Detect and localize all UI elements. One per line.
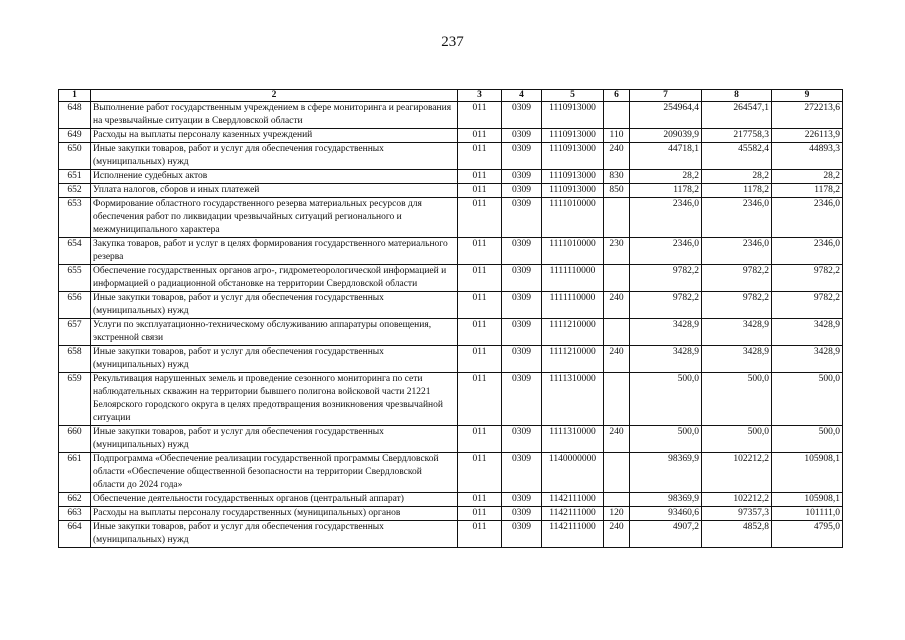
value-year2-cell: 217758,3 bbox=[702, 129, 772, 143]
value-year3-cell: 101111,0 bbox=[772, 507, 843, 521]
column-header-4: 4 bbox=[502, 90, 542, 102]
ministry-code-cell: 011 bbox=[458, 198, 502, 238]
expense-type-cell bbox=[604, 373, 630, 426]
value-year3-cell: 105908,1 bbox=[772, 493, 843, 507]
ministry-code-cell: 011 bbox=[458, 507, 502, 521]
target-article-cell: 1111010000 bbox=[542, 238, 604, 265]
table-row bbox=[59, 346, 843, 373]
description-cell: Выполнение работ государственным учреждением в сфере мониторинга и реагирования на чрезвычайные ситуации в Свердловской области bbox=[91, 102, 458, 129]
value-year3-cell: 9782,2 bbox=[772, 265, 843, 292]
value-year1-cell: 2346,0 bbox=[630, 198, 702, 238]
target-article-cell: 1110913000 bbox=[542, 170, 604, 184]
value-year2-cell: 264547,1 bbox=[702, 102, 772, 129]
table-row bbox=[59, 373, 843, 426]
row-number-cell: 661 bbox=[59, 453, 91, 493]
value-year1-cell: 254964,4 bbox=[630, 102, 702, 129]
description-cell: Иные закупки товаров, работ и услуг для обеспечения государственных (муниципальных) нужд bbox=[91, 143, 458, 170]
table-row bbox=[59, 143, 843, 170]
value-year1-cell: 9782,2 bbox=[630, 292, 702, 319]
ministry-code-cell: 011 bbox=[458, 184, 502, 198]
row-number-cell: 654 bbox=[59, 238, 91, 265]
expense-type-cell: 230 bbox=[604, 238, 630, 265]
target-article-cell: 1142111000 bbox=[542, 521, 604, 548]
value-year3-cell: 28,2 bbox=[772, 170, 843, 184]
target-article-cell: 1111310000 bbox=[542, 373, 604, 426]
value-year3-cell: 2346,0 bbox=[772, 198, 843, 238]
value-year3-cell: 500,0 bbox=[772, 426, 843, 453]
table-body bbox=[59, 102, 843, 548]
value-year1-cell: 98369,9 bbox=[630, 493, 702, 507]
description-cell: Подпрограмма «Обеспечение реализации государственной программы Свердловской области «Обеспечение общественной безопасности на территории Свердловской области до 2024 года» bbox=[91, 453, 458, 493]
value-year2-cell: 102212,2 bbox=[702, 493, 772, 507]
value-year2-cell: 3428,9 bbox=[702, 319, 772, 346]
value-year3-cell: 3428,9 bbox=[772, 346, 843, 373]
value-year1-cell: 3428,9 bbox=[630, 346, 702, 373]
value-year2-cell: 500,0 bbox=[702, 426, 772, 453]
ministry-code-cell: 011 bbox=[458, 521, 502, 548]
target-article-cell: 1111210000 bbox=[542, 319, 604, 346]
ministry-code-cell: 011 bbox=[458, 143, 502, 170]
value-year1-cell: 98369,9 bbox=[630, 453, 702, 493]
row-number-cell: 660 bbox=[59, 426, 91, 453]
section-code-cell: 0309 bbox=[502, 198, 542, 238]
value-year1-cell: 9782,2 bbox=[630, 265, 702, 292]
table-row bbox=[59, 102, 843, 129]
value-year2-cell: 2346,0 bbox=[702, 198, 772, 238]
value-year1-cell: 44718,1 bbox=[630, 143, 702, 170]
expense-type-cell: 120 bbox=[604, 507, 630, 521]
section-code-cell: 0309 bbox=[502, 453, 542, 493]
section-code-cell: 0309 bbox=[502, 143, 542, 170]
target-article-cell: 1110913000 bbox=[542, 184, 604, 198]
ministry-code-cell: 011 bbox=[458, 346, 502, 373]
row-number-cell: 664 bbox=[59, 521, 91, 548]
description-cell: Расходы на выплаты персоналу государственных (муниципальных) органов bbox=[91, 507, 458, 521]
description-cell: Формирование областного государственного резерва материальных ресурсов для обеспечения работ по ликвидации чрезвычайных ситуаций регионального и межмуниципального характера bbox=[91, 198, 458, 238]
table-row bbox=[59, 453, 843, 493]
row-number-cell: 659 bbox=[59, 373, 91, 426]
description-cell: Уплата налогов, сборов и иных платежей bbox=[91, 184, 458, 198]
value-year1-cell: 4907,2 bbox=[630, 521, 702, 548]
table-row bbox=[59, 198, 843, 238]
section-code-cell: 0309 bbox=[502, 507, 542, 521]
row-number-cell: 656 bbox=[59, 292, 91, 319]
column-header-8: 8 bbox=[702, 90, 772, 102]
column-header-7: 7 bbox=[630, 90, 702, 102]
section-code-cell: 0309 bbox=[502, 493, 542, 507]
value-year2-cell: 97357,3 bbox=[702, 507, 772, 521]
section-code-cell: 0309 bbox=[502, 319, 542, 346]
description-cell: Иные закупки товаров, работ и услуг для обеспечения государственных (муниципальных) нужд bbox=[91, 346, 458, 373]
target-article-cell: 1110913000 bbox=[542, 129, 604, 143]
row-number-cell: 663 bbox=[59, 507, 91, 521]
value-year1-cell: 500,0 bbox=[630, 426, 702, 453]
expense-type-cell: 240 bbox=[604, 143, 630, 170]
value-year2-cell: 3428,9 bbox=[702, 346, 772, 373]
value-year1-cell: 209039,9 bbox=[630, 129, 702, 143]
section-code-cell: 0309 bbox=[502, 521, 542, 548]
value-year3-cell: 105908,1 bbox=[772, 453, 843, 493]
section-code-cell: 0309 bbox=[502, 170, 542, 184]
target-article-cell: 1111110000 bbox=[542, 292, 604, 319]
table-header-row bbox=[59, 90, 843, 102]
target-article-cell: 1142111000 bbox=[542, 507, 604, 521]
value-year3-cell: 3428,9 bbox=[772, 319, 843, 346]
ministry-code-cell: 011 bbox=[458, 238, 502, 265]
value-year2-cell: 9782,2 bbox=[702, 292, 772, 319]
section-code-cell: 0309 bbox=[502, 426, 542, 453]
value-year2-cell: 45582,4 bbox=[702, 143, 772, 170]
row-number-cell: 651 bbox=[59, 170, 91, 184]
target-article-cell: 1110913000 bbox=[542, 143, 604, 170]
ministry-code-cell: 011 bbox=[458, 319, 502, 346]
description-cell: Иные закупки товаров, работ и услуг для обеспечения государственных (муниципальных) нужд bbox=[91, 521, 458, 548]
table-row bbox=[59, 521, 843, 548]
description-cell: Рекультивация нарушенных земель и проведение сезонного мониторинга по сети наблюдательных скважин на территории бывшего полигона войсковой части 21221 Белоярского городского округа в целях предотвращения возникновения чрезвычайной ситуации bbox=[91, 373, 458, 426]
value-year1-cell: 500,0 bbox=[630, 373, 702, 426]
description-cell: Иные закупки товаров, работ и услуг для обеспечения государственных (муниципальных) нужд bbox=[91, 292, 458, 319]
value-year3-cell: 9782,2 bbox=[772, 292, 843, 319]
ministry-code-cell: 011 bbox=[458, 102, 502, 129]
value-year2-cell: 9782,2 bbox=[702, 265, 772, 292]
row-number-cell: 649 bbox=[59, 129, 91, 143]
ministry-code-cell: 011 bbox=[458, 493, 502, 507]
row-number-cell: 648 bbox=[59, 102, 91, 129]
section-code-cell: 0309 bbox=[502, 102, 542, 129]
expense-type-cell bbox=[604, 198, 630, 238]
target-article-cell: 1140000000 bbox=[542, 453, 604, 493]
row-number-cell: 658 bbox=[59, 346, 91, 373]
value-year2-cell: 1178,2 bbox=[702, 184, 772, 198]
value-year3-cell: 44893,3 bbox=[772, 143, 843, 170]
target-article-cell: 1111210000 bbox=[542, 346, 604, 373]
value-year2-cell: 102212,2 bbox=[702, 453, 772, 493]
column-header-5: 5 bbox=[542, 90, 604, 102]
table-row bbox=[59, 507, 843, 521]
description-cell: Иные закупки товаров, работ и услуг для обеспечения государственных (муниципальных) нужд bbox=[91, 426, 458, 453]
table-row bbox=[59, 170, 843, 184]
value-year3-cell: 2346,0 bbox=[772, 238, 843, 265]
table-row bbox=[59, 319, 843, 346]
table-row bbox=[59, 238, 843, 265]
table-row bbox=[59, 493, 843, 507]
value-year2-cell: 2346,0 bbox=[702, 238, 772, 265]
expense-type-cell: 240 bbox=[604, 346, 630, 373]
ministry-code-cell: 011 bbox=[458, 265, 502, 292]
target-article-cell: 1142111000 bbox=[542, 493, 604, 507]
section-code-cell: 0309 bbox=[502, 292, 542, 319]
row-number-cell: 653 bbox=[59, 198, 91, 238]
row-number-cell: 662 bbox=[59, 493, 91, 507]
description-cell: Обеспечение государственных органов агро-, гидрометеорологической информацией и информацией о радиационной обстановке на территории Свердловской области bbox=[91, 265, 458, 292]
column-header-3: 3 bbox=[458, 90, 502, 102]
value-year3-cell: 500,0 bbox=[772, 373, 843, 426]
column-header-6: 6 bbox=[604, 90, 630, 102]
expense-type-cell: 850 bbox=[604, 184, 630, 198]
description-cell: Закупка товаров, работ и услуг в целях формирования государственного материального резерва bbox=[91, 238, 458, 265]
value-year3-cell: 272213,6 bbox=[772, 102, 843, 129]
table-row bbox=[59, 265, 843, 292]
expense-type-cell: 240 bbox=[604, 292, 630, 319]
row-number-cell: 652 bbox=[59, 184, 91, 198]
target-article-cell: 1111110000 bbox=[542, 265, 604, 292]
description-cell: Исполнение судебных актов bbox=[91, 170, 458, 184]
row-number-cell: 650 bbox=[59, 143, 91, 170]
target-article-cell: 1111310000 bbox=[542, 426, 604, 453]
value-year1-cell: 1178,2 bbox=[630, 184, 702, 198]
value-year1-cell: 28,2 bbox=[630, 170, 702, 184]
expense-type-cell: 240 bbox=[604, 521, 630, 548]
description-cell: Расходы на выплаты персоналу казенных учреждений bbox=[91, 129, 458, 143]
section-code-cell: 0309 bbox=[502, 238, 542, 265]
page-number: 237 bbox=[441, 34, 464, 50]
table-row bbox=[59, 426, 843, 453]
expense-type-cell bbox=[604, 453, 630, 493]
value-year2-cell: 28,2 bbox=[702, 170, 772, 184]
section-code-cell: 0309 bbox=[502, 346, 542, 373]
value-year3-cell: 226113,9 bbox=[772, 129, 843, 143]
section-code-cell: 0309 bbox=[502, 265, 542, 292]
section-code-cell: 0309 bbox=[502, 373, 542, 426]
value-year1-cell: 93460,6 bbox=[630, 507, 702, 521]
value-year3-cell: 1178,2 bbox=[772, 184, 843, 198]
target-article-cell: 1110913000 bbox=[542, 102, 604, 129]
value-year2-cell: 500,0 bbox=[702, 373, 772, 426]
table-row bbox=[59, 129, 843, 143]
expense-type-cell bbox=[604, 493, 630, 507]
ministry-code-cell: 011 bbox=[458, 453, 502, 493]
section-code-cell: 0309 bbox=[502, 129, 542, 143]
expense-type-cell: 110 bbox=[604, 129, 630, 143]
value-year3-cell: 4795,0 bbox=[772, 521, 843, 548]
value-year2-cell: 4852,8 bbox=[702, 521, 772, 548]
expense-type-cell bbox=[604, 102, 630, 129]
expense-type-cell: 830 bbox=[604, 170, 630, 184]
description-cell: Обеспечение деятельности государственных органов (центральный аппарат) bbox=[91, 493, 458, 507]
table-row bbox=[59, 184, 843, 198]
budget-table bbox=[58, 89, 843, 548]
column-header-1: 1 bbox=[59, 90, 91, 102]
value-year1-cell: 2346,0 bbox=[630, 238, 702, 265]
ministry-code-cell: 011 bbox=[458, 426, 502, 453]
expense-type-cell: 240 bbox=[604, 426, 630, 453]
table-row bbox=[59, 292, 843, 319]
column-header-2: 2 bbox=[91, 90, 458, 102]
ministry-code-cell: 011 bbox=[458, 292, 502, 319]
target-article-cell: 1111010000 bbox=[542, 198, 604, 238]
ministry-code-cell: 011 bbox=[458, 170, 502, 184]
ministry-code-cell: 011 bbox=[458, 373, 502, 426]
row-number-cell: 657 bbox=[59, 319, 91, 346]
value-year1-cell: 3428,9 bbox=[630, 319, 702, 346]
expense-type-cell bbox=[604, 265, 630, 292]
column-header-9: 9 bbox=[772, 90, 843, 102]
row-number-cell: 655 bbox=[59, 265, 91, 292]
expense-type-cell bbox=[604, 319, 630, 346]
description-cell: Услуги по эксплуатационно-техническому обслуживанию аппаратуры оповещения, экстренной связи bbox=[91, 319, 458, 346]
ministry-code-cell: 011 bbox=[458, 129, 502, 143]
section-code-cell: 0309 bbox=[502, 184, 542, 198]
